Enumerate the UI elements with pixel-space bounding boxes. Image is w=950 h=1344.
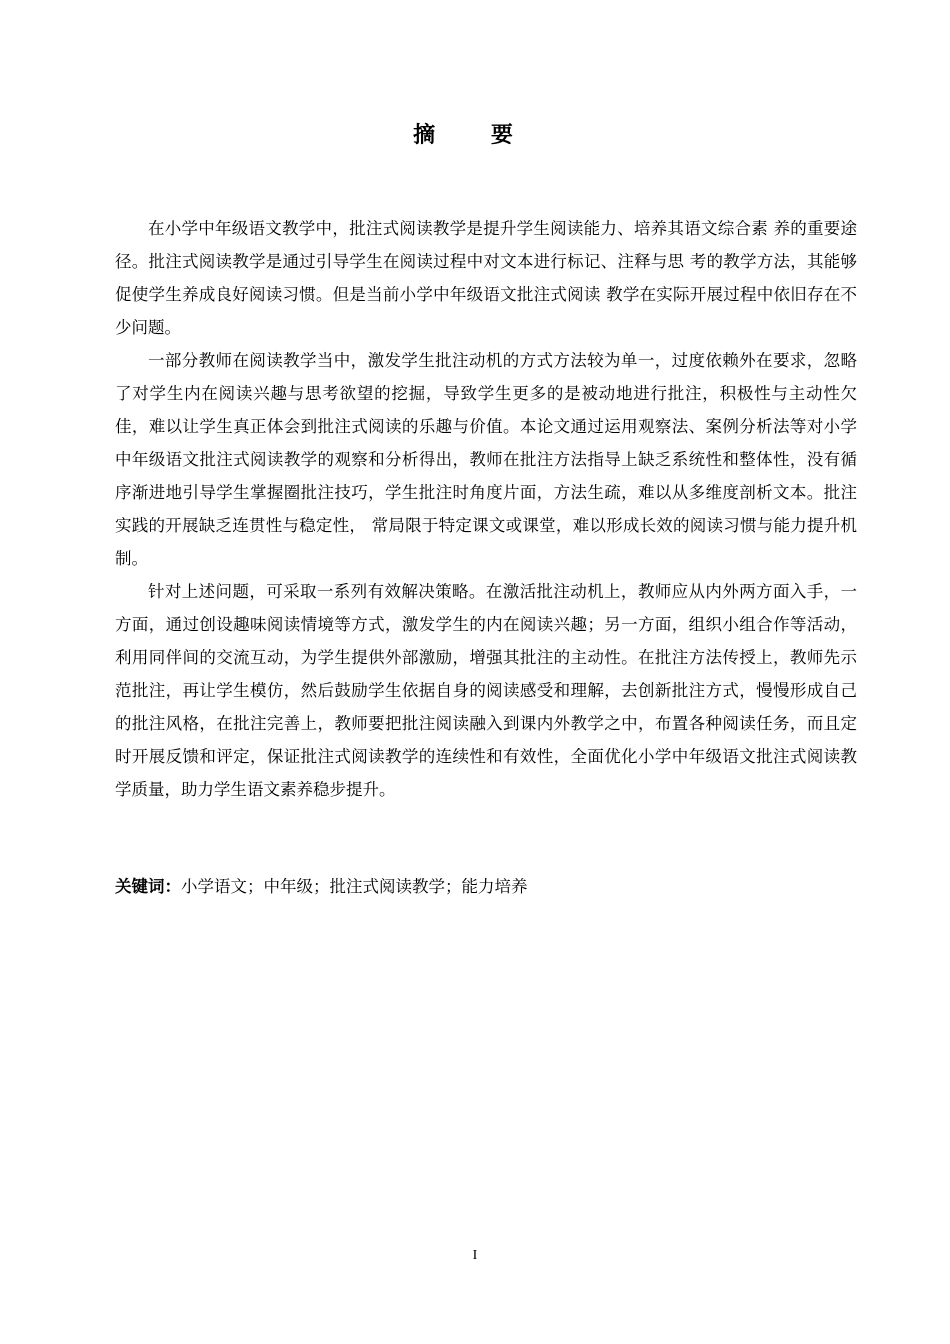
keywords-label: 关键词： (115, 877, 181, 896)
page-number: I (472, 1248, 478, 1263)
keywords-value: 小学语文；中年级；批注式阅读教学；能力培养 (181, 877, 528, 896)
abstract-paragraph-1: 在小学中年级语文教学中，批注式阅读教学是提升学生阅读能力、培养其语文综合素 养的重要途径。批注式阅读教学是通过引导学生在阅读过程中对文本进行标记、注释与思 考的教学方法，其能够促使学生养成良好阅读习惯。但是当前小学中年级语文批注式阅读 教学在实际开展过程中依旧存在不少问题。 (115, 219, 857, 337)
abstract-paragraph-3: 针对上述问题，可采取一系列有效解决策略。在激活批注动机上，教师应从内外两方面入手，一方面，通过创设趣味阅读情境等方式，激发学生的内在阅读兴趣；另一方面，组织小组合作等活动，利用同伴间的交流互动，为学生提供外部激励，增强其批注的主动性。在批注方法传授上，教师先示范批注，再让学生模仿，然后鼓励学生依据自身的阅读感受和理解，去创新批注方式，慢慢形成自己的批注风格，在批注完善上，教师要把批注阅读融入到课内外教学之中，布置各种阅读任务，而且定时开展反馈和评定，保证批注式阅读教学的连续性和有效性，全面优化小学中年级语文批注式阅读教学质量，助力学生语文素养稳步提升。 (115, 582, 857, 799)
abstract-paragraph-2: 一部分教师在阅读教学当中，激发学生批注动机的方式方法较为单一，过度依赖外在要求，忽略了对学生内在阅读兴趣与思考欲望的挖掘，导致学生更多的是被动地进行批注，积极性与主动性欠佳，难以让学生真正体会到批注式阅读的乐趣与价值。本论文通过运用观察法、案例分析法等对小学中年级语文批注式阅读教学的观察和分析得出，教师在批注方法指导上缺乏系统性和整体性，没有循序渐进地引导学生掌握圈批注技巧，学生批注时角度片面，方法生疏，难以从多维度剖析文本。批注实践的开展缺乏连贯性与稳定性， 常局限于特定课文或课堂，难以形成长效的阅读习惯与能力提升机制。 (115, 351, 857, 568)
abstract-body (115, 212, 857, 806)
abstract-title: 摘 要 (413, 123, 537, 148)
keywords-line (115, 872, 857, 902)
